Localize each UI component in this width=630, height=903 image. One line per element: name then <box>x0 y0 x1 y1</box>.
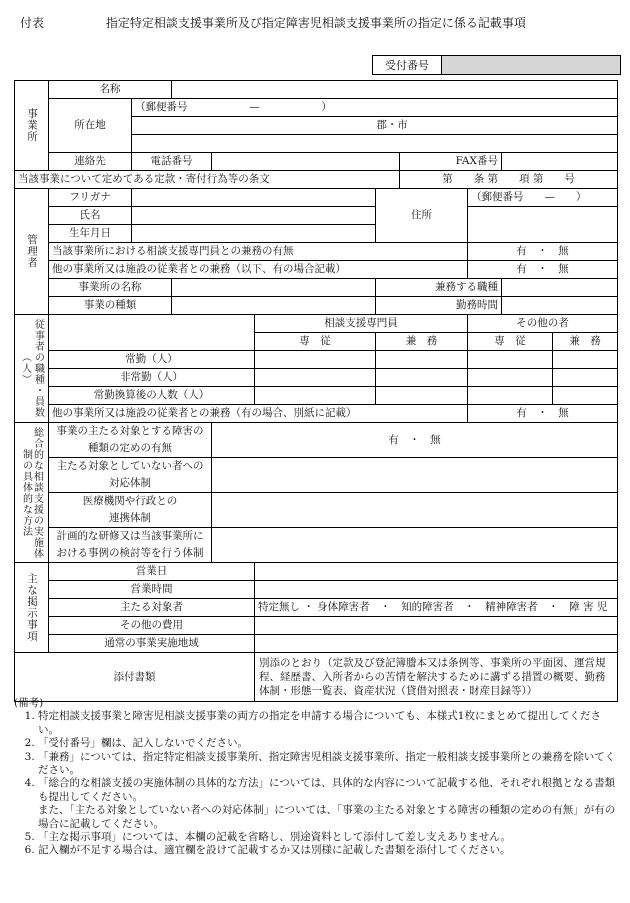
furigana-label: フリガナ <box>49 189 132 207</box>
method-row1-choice[interactable]: 有 ・ 無 <box>212 423 618 458</box>
method-row2-field[interactable] <box>212 458 618 493</box>
office-address-label: 所在地 <box>49 99 132 153</box>
fax-label: FAX番号 <box>400 153 502 171</box>
method-row3-field[interactable] <box>212 493 618 528</box>
concurrent-specialist-choice[interactable]: 有 ・ 無 <box>468 243 618 261</box>
target-choice[interactable]: 特定無し ・ 身体障害者 ・ 知的障害者 ・ 精神障害者 ・ 障 害 児 <box>255 599 618 617</box>
concurrent-role-label: 兼務する職種 <box>376 279 502 297</box>
application-form-table <box>14 80 618 702</box>
phone-label: 電話番号 <box>132 153 212 171</box>
receipt-number-field[interactable] <box>442 56 621 75</box>
staff-cell[interactable] <box>376 387 468 405</box>
staff-cell[interactable] <box>468 387 553 405</box>
staff-concurrent-label: 他の事業所又は施設の従業者との兼務（有の場合、別紙に記載） <box>49 405 468 423</box>
office-postal-field[interactable]: （郵便番号 — ） <box>132 99 618 117</box>
attached-docs-label: 添付書類 <box>15 653 255 702</box>
staff-cell[interactable] <box>255 369 376 387</box>
col-other: その他の者 <box>468 315 618 333</box>
appendix-label: 付表 <box>20 16 45 30</box>
other-concurrent: 兼 務 <box>553 333 618 351</box>
note-item: 5. 「主な掲示事項」については、本欄の記載を省略し、別途資料として添付して差し支えありません。 <box>38 831 617 844</box>
note-item: 3. 「兼務」については、指定特定相談支援事業所、指定障害児相談支援事業所、指定一般相談支援事業所との兼務を除いてください。 <box>38 751 617 778</box>
staff-cell[interactable] <box>255 351 376 369</box>
col-specialist: 相談支援専門員 <box>255 315 468 333</box>
staff-section-label: 従事者の職種・員数（人） <box>15 315 49 423</box>
business-type-field[interactable] <box>172 297 376 315</box>
fax-field[interactable] <box>502 153 618 171</box>
method-row4-label: 計画的な研修又は当該事業所に <box>49 528 212 546</box>
receipt-number-box <box>372 55 621 75</box>
method-row3-label-2: 連携体制 <box>49 510 212 528</box>
method-row4-field[interactable] <box>212 528 618 563</box>
staff-cell[interactable] <box>376 351 468 369</box>
office-name-label: 名称 <box>49 81 172 99</box>
specialist-full-time: 専 従 <box>255 333 376 351</box>
service-area-field[interactable] <box>255 635 618 653</box>
manager-address-field[interactable] <box>468 207 618 243</box>
office-address-field[interactable] <box>132 117 618 135</box>
receipt-number-label: 受付番号 <box>373 56 442 75</box>
staff-cell[interactable] <box>553 351 618 369</box>
staff-cell[interactable] <box>553 387 618 405</box>
other-cost-field[interactable] <box>255 617 618 635</box>
concurrent-specialist-label: 当該事業所における相談支援専門員との兼務の有無 <box>49 243 468 261</box>
staff-cell[interactable] <box>255 387 376 405</box>
business-days-field[interactable] <box>255 563 618 581</box>
note-item: 1. 特定相談支援事業と障害児相談支援事業の両方の指定を申請する場合についても、本様式1枚にまとめて提出してください。 <box>38 710 617 737</box>
method-section-label: 総合的な相談支援の実施体制の具体的な方法 <box>15 423 49 563</box>
concurrent-role-field[interactable] <box>502 279 618 297</box>
office-name-field[interactable] <box>172 81 618 99</box>
phone-field[interactable] <box>212 153 400 171</box>
method-row3-label: 医療機関や行政との <box>49 493 212 511</box>
business-hours-label: 営業時間 <box>49 581 255 599</box>
concurrent-office-name-label: 事業所の名称 <box>49 279 172 297</box>
method-row2-label-2: 対応体制 <box>49 475 212 493</box>
manager-postal-field[interactable]: （郵便番号 — ） <box>468 189 618 207</box>
method-row2-label: 主たる対象としていない者への <box>49 458 212 476</box>
form-header <box>20 14 526 31</box>
staff-header-blank <box>49 315 255 351</box>
other-full-time: 専 従 <box>468 333 553 351</box>
staff-cell[interactable] <box>553 369 618 387</box>
staff-concurrent-choice[interactable]: 有 ・ 無 <box>468 405 618 423</box>
birthdate-field[interactable] <box>132 225 376 243</box>
articles-label: 当該事業について定めてある定款・寄付行為等の条文 <box>15 171 400 189</box>
note-item: 4. 「総合的な相談支援の実施体制の具体的な方法」については、具体的な内容について記載する他、それぞれ根拠となる書類も提出してください。 また、「主たる対象としていない者への対応体制」については、「事業の主たる対象とする障害の種類の定めの有無」が有の場合に記載してください。 <box>38 777 617 831</box>
office-address-line2[interactable] <box>132 135 618 153</box>
concurrent-other-label: 他の事業所又は施設の従業者との兼務（以下、有の場合記載） <box>49 261 468 279</box>
main-items-section-label: 主な掲示事項 <box>15 563 49 653</box>
specialist-concurrent: 兼 務 <box>376 333 468 351</box>
manager-name-label: 氏名 <box>49 207 132 225</box>
manager-address-label: 住所 <box>376 189 468 243</box>
note-item: 6. 記入欄が不足する場合は、適宜欄を設けて記載するか又は別様に記載した書類を添付してください。 <box>38 844 617 857</box>
concurrent-office-name-field[interactable] <box>172 279 376 297</box>
method-row1-label-2: 種類の定めの有無 <box>49 440 212 458</box>
method-row4-label-2: おける事例の検討等を行う体制 <box>49 545 212 563</box>
staff-row-parttime: 非常勤（人） <box>49 369 255 387</box>
notes-title: (備考) <box>14 697 44 709</box>
staff-row-fulltime: 常勤（人） <box>49 351 255 369</box>
attached-docs-value: 別添のとおり（定款及び登記簿謄本又は条例等、事業所の平面図、運営規程、経歴書、入所者からの苦情を解決するために講ずる措置の概要、勤務体制・形態一覧表、資産状況（貸借対照表・財産目録等）） <box>255 653 618 702</box>
articles-field[interactable]: 第 条 第 項 第 号 <box>400 171 618 189</box>
city-label: 郡・市 <box>376 119 408 131</box>
work-hours-label: 勤務時間 <box>376 297 502 315</box>
furigana-field[interactable] <box>132 189 376 207</box>
note-item: 2. 「受付番号」欄は、記入しないでください。 <box>38 737 617 750</box>
birthdate-label: 生年月日 <box>49 225 132 243</box>
business-days-label: 営業日 <box>49 563 255 581</box>
work-hours-field[interactable] <box>502 297 618 315</box>
form-title: 指定特定相談支援事業所及び指定障害児相談支援事業所の指定に係る記載事項 <box>105 16 526 30</box>
concurrent-other-choice[interactable]: 有 ・ 無 <box>468 261 618 279</box>
staff-cell[interactable] <box>468 351 553 369</box>
business-type-label: 事業の種類 <box>49 297 172 315</box>
manager-name-field[interactable] <box>132 207 376 225</box>
business-hours-field[interactable] <box>255 581 618 599</box>
notes-section <box>14 697 617 858</box>
staff-row-converted: 常勤換算後の人数（人） <box>49 387 255 405</box>
method-row1-label: 事業の主たる対象とする障害の <box>49 423 212 441</box>
contact-label: 連絡先 <box>49 153 132 171</box>
office-section-label: 事業所 <box>15 81 49 171</box>
service-area-label: 通常の事業実施地域 <box>49 635 255 653</box>
manager-section-label: 管理者 <box>15 189 49 315</box>
staff-cell[interactable] <box>376 369 468 387</box>
staff-cell[interactable] <box>468 369 553 387</box>
target-label: 主たる対象者 <box>49 599 255 617</box>
other-cost-label: その他の費用 <box>49 617 255 635</box>
